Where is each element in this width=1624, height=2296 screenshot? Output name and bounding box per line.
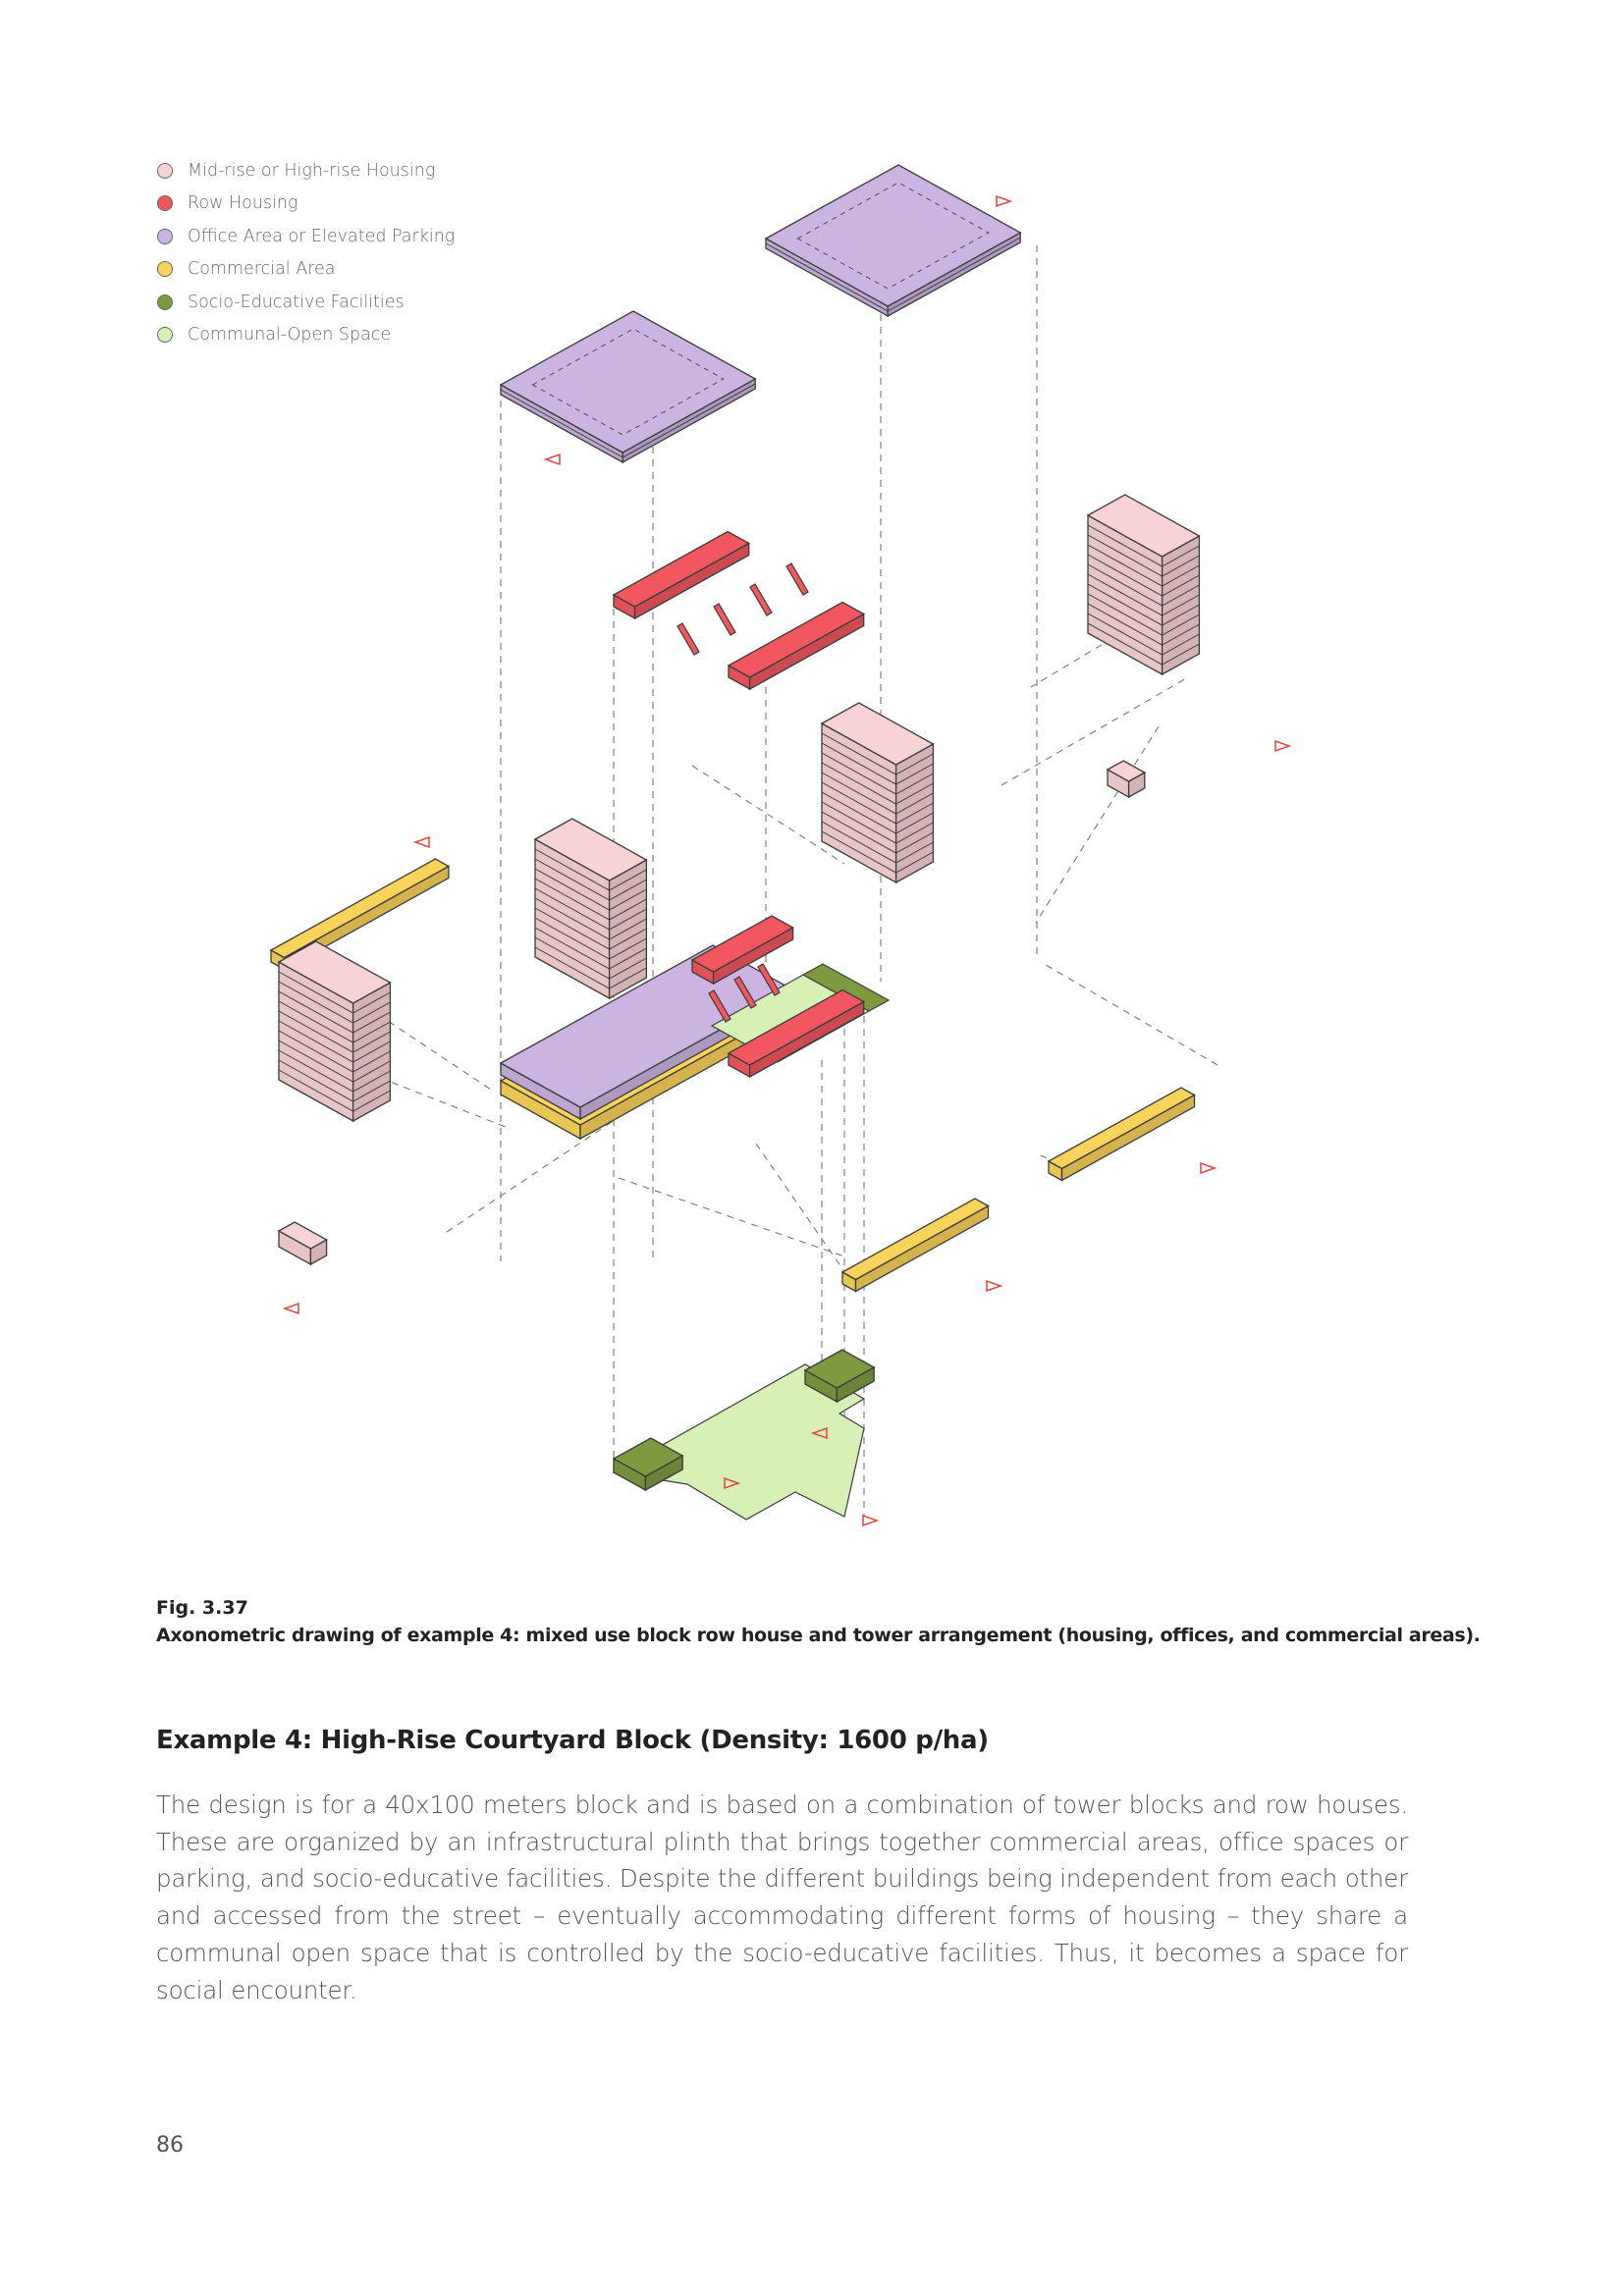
commercial-strip-right: [1049, 1088, 1195, 1181]
projection-line: [1036, 726, 1159, 923]
entrance-arrow-icon: [987, 1281, 1001, 1291]
legend-label: Socio-Educative Facilities: [188, 292, 405, 312]
legend-label: Row Housing: [188, 193, 298, 214]
entrance-arrow-icon: [546, 454, 560, 464]
entrance-arrow-icon: [997, 196, 1010, 206]
tower-exploded-right: [1088, 495, 1199, 674]
office-slab-left: [501, 311, 755, 462]
entrance-arrow-icon: [415, 837, 429, 847]
tower-right-base: [1108, 761, 1145, 797]
commercial-strip-front-front: [856, 1206, 989, 1292]
row-house-stair: [750, 584, 772, 615]
row-house-upper-top: [614, 532, 749, 608]
row-house-stair: [714, 604, 735, 635]
office-slab-right: [766, 165, 1020, 316]
row-house-lower-top: [729, 603, 864, 678]
legend-label: Commercial Area: [188, 259, 336, 280]
projection-line: [1041, 962, 1218, 1065]
entrance-arrow-icon: [863, 1516, 877, 1525]
row-house-stair: [786, 563, 808, 595]
entrance-arrow-icon: [1275, 741, 1289, 751]
row-house-stair: [677, 623, 699, 655]
commercial-strip-right-top: [1049, 1088, 1195, 1169]
row-house-upper: [614, 532, 749, 619]
tower-assembled-left: [535, 819, 646, 998]
figure-number: Fig. 3.37: [156, 1597, 248, 1619]
commercial-strip-left-top: [271, 859, 449, 958]
figure-caption: [156, 1594, 1481, 1649]
body-paragraph: The design is for a 40x100 meters block and is based on a combination of tower blocks and row houses. These are organized by an infrastructural plinth that brings together commercial areas, office spaces or parking, and socio-educative facilities. Despite the different buildings being independent from each other and accessed from the street – eventually accommodating different forms of housing – they share a communal open space that is controlled by the socio-educative facilities. Thus, it becomes a space for social encounter.: [156, 1790, 1408, 2004]
figure-caption-text: Axonometric drawing of example 4: mixed use block row house and tower arrangement (housing, offices, and commercial areas).: [156, 1625, 1481, 1646]
tower-left-base: [279, 1222, 327, 1264]
page-number: 86: [156, 2133, 184, 2158]
legend-label: Mid-rise or High-rise Housing: [188, 160, 436, 181]
tower-exploded-left: [279, 941, 390, 1121]
entrance-arrow-icon: [285, 1304, 298, 1313]
tower-assembled-right: [822, 703, 933, 882]
commercial-strip-right-front: [1062, 1095, 1195, 1181]
projection-line: [756, 1144, 854, 1286]
projection-line: [1001, 677, 1188, 785]
row-house-lower: [729, 603, 864, 690]
entrance-arrow-icon: [1201, 1163, 1215, 1173]
legend-label: Office Area or Elevated Parking: [188, 226, 456, 246]
legend-label: Communal-Open Space: [188, 325, 392, 346]
section-title: Example 4: High-Rise Courtyard Block (Density: 1600 p/ha): [156, 1726, 989, 1755]
